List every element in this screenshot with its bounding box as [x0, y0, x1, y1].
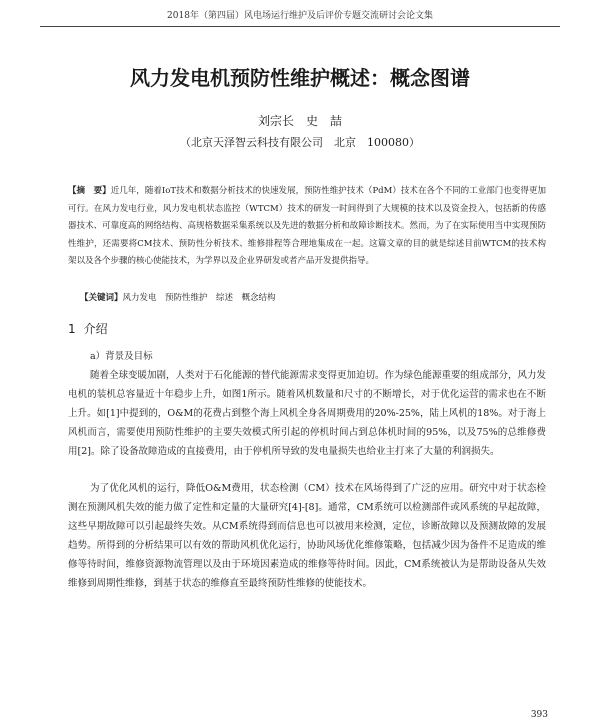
section-title: 介绍	[83, 322, 108, 336]
keywords	[80, 290, 546, 306]
running-header-text: 2018年（第四届）风电场运行维护及后评价专题交流研讨会论文集	[167, 11, 433, 21]
keywords-text: 风力发电 预防性维护 综述 概念结构	[122, 293, 276, 303]
section-number: 1	[68, 322, 76, 336]
page-number: 393	[530, 710, 548, 720]
abstract-label: 【摘 要】	[68, 186, 111, 196]
paper-title: 风力发电机预防性维护概述：概念图谱	[130, 66, 470, 90]
running-header	[40, 8, 560, 27]
section-heading	[68, 320, 108, 337]
abstract	[68, 183, 546, 271]
subsection-heading: a）背景及目标	[90, 351, 153, 362]
body-paragraph: 随着全球变暖加剧，人类对于石化能源的替代能源需求变得更加迫切。作为绿色能源重要的组成部分，风力发电机的装机总容量近十年稳步上升，如图1所示。随着风机数量和尺寸的不断增长，对于优化运营的需求也在不断上升。如[1]中提到的，O&M的花费占到整个海上风机全身各周期费用的20%-25%，陆上风机的18%。对于海上风机而言，需要使用预防性维护的主要失效模式所引起的停机时间占到总体机时间的95%，以及75%的总维修费用[2]。除了设备故障造成的直接费用，由于停机所导致的发电量损失也给业主打来了大量的利润损失。	[68, 370, 547, 457]
paper-authors: 刘宗长 史 喆	[257, 114, 342, 128]
paper-affiliation: （北京天泽智云科技有限公司 北京 100080）	[180, 136, 420, 149]
keywords-label: 【关键词】	[80, 293, 123, 303]
abstract-text: 近几年，随着IoT技术和数据分析技术的快速发展，预防性维护技术（PdM）技术在各个不同的工业部门也变得更加可行。在风力发电行业，风力发电机状态监控（WTCM）技术的研发一时间得到了大规模的技术以及资金投入，包括新的传感器技术、可靠度高的网络结构、高规格数据采集系统以及先进的数据分析和故障诊断技术。然而，为了在实际使用当中实现预防性维护，还需要将CM技术、预防性分析技术、维修排程等合理地集成在一起。这篇文章的目的就是综述目前WTCM的技术构架以及各个步骤的核心使能技术，为学界以及企业界研发或者产品开发提供指导。	[68, 186, 546, 266]
body-paragraph: 为了优化风机的运行，降低O&M费用，状态检测（CM）技术在风场得到了广泛的应用。研究中对于状态检测在预测风机失效的能力做了定性和定量的大量研究[4]-[8]。通常，CM系统可以检测部件或风系统的早起故障，这些早期故障可以引起最终失效。从CM系统得到而信息也可以被用来检测，定位，诊断故障以及预测故障的发展趋势。所得到的分析结果可以有效的帮助风机优化运行，协助风场优化维修策略，包括减少因为备件不足造成的维修等待时间，维修资源物流管理以及由于环境因素造成的维修等待时间。因此，CM系统被认为是帮助设备从失效维修到周期性维修，到基于状态的维修直至最终预防性维修的使能技术。	[68, 483, 546, 589]
